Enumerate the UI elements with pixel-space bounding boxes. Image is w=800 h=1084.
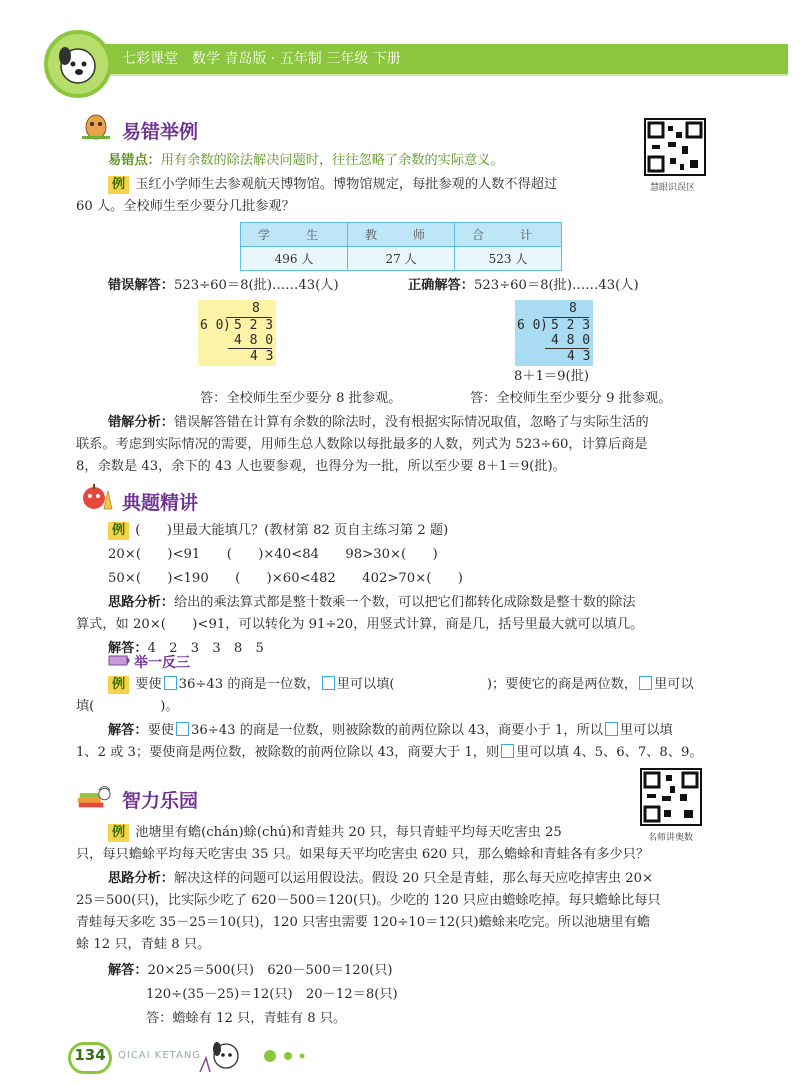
section-title-examples: 典题精讲	[122, 492, 199, 514]
div-dividend: 5 2 3	[234, 318, 274, 333]
practice-answer-text-d: 1、2 或 3；要使商是两位数，被除数的前两位除以 43，商要大于 1，则	[76, 745, 500, 760]
example2-analysis-text-1: 给出的乘法算式都是整十数乘一个数，可以把它们都转化成除数是整十数的除法	[173, 595, 636, 610]
right-extra-eq: 8＋1＝9(批)	[514, 369, 590, 384]
practice-answer-text-b: 36÷43 的商是一位数，则被除数的前两位除以 43，商要小于 1，所以	[190, 723, 603, 738]
footer-dots-icon	[262, 1048, 322, 1064]
example-tag: 例	[108, 522, 129, 540]
div-product: 4 8 0	[234, 333, 274, 348]
div-remainder: 4 3	[250, 349, 274, 364]
wrong-solution	[108, 275, 339, 297]
practice-text-c: 里可以填( )；要使它的商是两位数，	[336, 677, 638, 692]
blank-box	[176, 722, 189, 736]
footer-mascot-icon	[196, 1036, 246, 1076]
example-tag: 例	[108, 676, 129, 694]
section-title-mistakes: 易错举例	[122, 121, 199, 143]
right-answer: 答：全校师生至少要分 9 批参观。	[470, 391, 672, 406]
table-cell-total: 523 人	[455, 247, 562, 271]
div-bracket: )	[540, 318, 548, 333]
practice-answer-1	[108, 720, 673, 742]
dog-mascot-icon	[48, 34, 108, 94]
example2-row-1: 20×( )<91 ( )×40<84 98>30×( )	[108, 547, 438, 562]
table-cell-students: 496 人	[241, 247, 348, 271]
qr-code-puzzle[interactable]	[640, 768, 702, 826]
footer-brand: QICAI KETANG	[118, 1050, 202, 1061]
answer-label: 解答：	[108, 963, 148, 978]
problem-line-1	[108, 174, 557, 196]
wrong-solution-eq: 523÷60＝8(批)……43(人)	[173, 278, 339, 293]
puzzle-analysis-text-1: 解决这样的问题可以运用假设法。假设 20 只全是青蛙，那么每天应吃掉害虫 20×	[173, 871, 654, 886]
div-divisor: 6 0	[200, 318, 224, 333]
wrong-solution-label: 错误解答：	[108, 278, 174, 293]
analysis-label: 思路分析：	[108, 871, 174, 886]
error-point-text: 用有余数的除法解决问题时，往往忽略了余数的实际意义。	[160, 153, 504, 168]
page-number: 134	[74, 1046, 106, 1064]
table-header-students: 学 生	[241, 223, 348, 247]
section-title-puzzle: 智力乐园	[122, 790, 199, 812]
qr-code-icon	[646, 120, 704, 174]
blank-box[interactable]	[639, 676, 652, 690]
header-title: 七彩课堂 数学 青岛版 · 五年制 三年级 下册	[122, 51, 401, 67]
table-header-teachers: 教 师	[348, 223, 455, 247]
analysis-line-3: 8，余数是 43，余下的 43 人也要参观，也得分为一批，所以至少要 8＋1＝9(批)。	[76, 459, 566, 474]
div-quotient: 8	[569, 301, 577, 316]
right-long-division	[515, 300, 593, 366]
puzzle-analysis-4: 蜍 12 只，青蛙 8 只。	[76, 937, 211, 952]
example2-analysis-2: 算式，如 20×( )<91，可以转化为 91÷20，用竖式计算，商是几，括号里最大就可以填几。	[76, 617, 644, 632]
puzzle-analysis-1	[108, 868, 653, 890]
right-solution-label: 正确解答：	[408, 278, 474, 293]
answer-label: 解答：	[108, 723, 148, 738]
books-icon	[76, 780, 112, 810]
qr-code-icon	[642, 770, 700, 824]
div-dividend: 5 2 3	[551, 318, 591, 333]
subsection-title-practice: 举一反三	[134, 655, 190, 671]
qr-caption-puzzle: 名师讲奥数	[648, 833, 694, 843]
example-tag: 例	[108, 824, 129, 842]
puzzle-problem-text-1: 池塘里有蟾(chán)蜍(chú)和青蛙共 20 只，每只青蛙平均每天吃害虫 25	[135, 825, 562, 840]
practice-text-d: 里可以	[654, 677, 694, 692]
puzzle-answer-2: 120÷(35－25)＝12(只) 20－12＝8(只)	[146, 987, 398, 1002]
div-remainder: 4 3	[567, 349, 591, 364]
wrong-answer: 答：全校师生至少要分 8 批参观。	[200, 391, 402, 406]
example2-row-2: 50×( )<190 ( )×60<482 402>70×( )	[108, 571, 463, 586]
problem-line-2: 60 人。全校师生至少要分几批参观？	[76, 199, 295, 214]
puzzle-problem-2: 只，每只蟾蜍平均每天吃害虫 35 只。如果每天平均吃害虫 620 只，那么蟾蜍和青蛙各有多少只？	[76, 847, 650, 862]
blank-box[interactable]	[164, 676, 177, 690]
header-rule	[88, 74, 788, 76]
analysis-text-1: 错误解答错在计算有余数的除法时，没有根据实际情况取值，忽略了与实际生活的	[173, 415, 649, 430]
table-cell-teachers: 27 人	[348, 247, 455, 271]
practice-text-a: 要使	[135, 677, 162, 692]
puzzle-answer-1	[108, 960, 393, 982]
right-solution	[408, 275, 639, 297]
analysis-label: 思路分析：	[108, 595, 174, 610]
example2-problem	[108, 520, 448, 542]
example2-analysis-1	[108, 592, 636, 614]
example2-problem-text: ( )里最大能填几？(教材第 82 页自主练习第 2 题)	[135, 523, 449, 538]
qr-caption-mistakes: 慧眼识误区	[650, 183, 696, 193]
analysis-label: 错解分析：	[108, 415, 174, 430]
puzzle-analysis-3: 青蛙每天多吃 35－25＝10(只)，120 只害虫需要 120÷10＝12(只)蟾蜍来吃完。所以池塘里有蟾	[76, 915, 651, 930]
table-header-total: 合 计	[455, 223, 562, 247]
div-product: 4 8 0	[551, 333, 591, 348]
data-table	[240, 222, 562, 271]
puzzle-answer-3: 答：蟾蜍有 12 只，青蛙有 8 只。	[146, 1011, 347, 1026]
practice-answer-2	[76, 742, 703, 764]
div-divisor: 6 0	[517, 318, 541, 333]
practice-answer-text-e: 里可以填 4、5、6、7、8、9。	[516, 745, 703, 760]
analysis-line-1	[108, 412, 649, 434]
qr-code-mistakes[interactable]	[644, 118, 706, 176]
problem-text-1: 玉红小学师生去参观航天博物馆。博物馆规定，每批参观的人数不得超过	[135, 177, 558, 192]
puzzle-problem-1	[108, 822, 562, 844]
example2-answer-text: 4 2 3 3 8 5	[147, 641, 264, 656]
practice-answer-text-c: 里可以填	[619, 723, 673, 738]
div-bracket: )	[223, 318, 231, 333]
pencil-icon	[108, 652, 130, 668]
blank-box	[501, 744, 514, 758]
answer-label: 解答：	[108, 641, 148, 656]
error-point-label: 易错点：	[108, 153, 161, 168]
wrong-long-division	[198, 300, 276, 366]
mistake-icon	[78, 110, 114, 140]
puzzle-answer-text-1: 20×25＝500(只) 620－500＝120(只)	[147, 963, 393, 978]
div-quotient: 8	[252, 301, 260, 316]
error-point	[108, 150, 504, 172]
blank-box	[605, 722, 618, 736]
practice-answer-text-a: 要使	[147, 723, 174, 738]
puzzle-analysis-2: 25＝500(只)，比实际少吃了 620－500＝120(只)。少吃的 120 只应由蟾蜍吃掉。每只蟾蜍比每只	[76, 893, 661, 908]
practice-problem-1	[108, 674, 694, 696]
example-tag: 例	[108, 176, 129, 194]
practice-text-b: 36÷43 的商是一位数，	[178, 677, 320, 692]
analysis-line-2: 联系。考虑到实际情况的需要，用师生总人数除以每批最多的人数，列式为 523÷60，计算后商是	[76, 437, 648, 452]
right-solution-eq: 523÷60＝8(批)……43(人)	[473, 278, 639, 293]
practice-problem-2: 填( )。	[76, 699, 179, 714]
mascot-logo	[44, 30, 112, 98]
apple-icon	[78, 481, 114, 511]
blank-box[interactable]	[322, 676, 335, 690]
